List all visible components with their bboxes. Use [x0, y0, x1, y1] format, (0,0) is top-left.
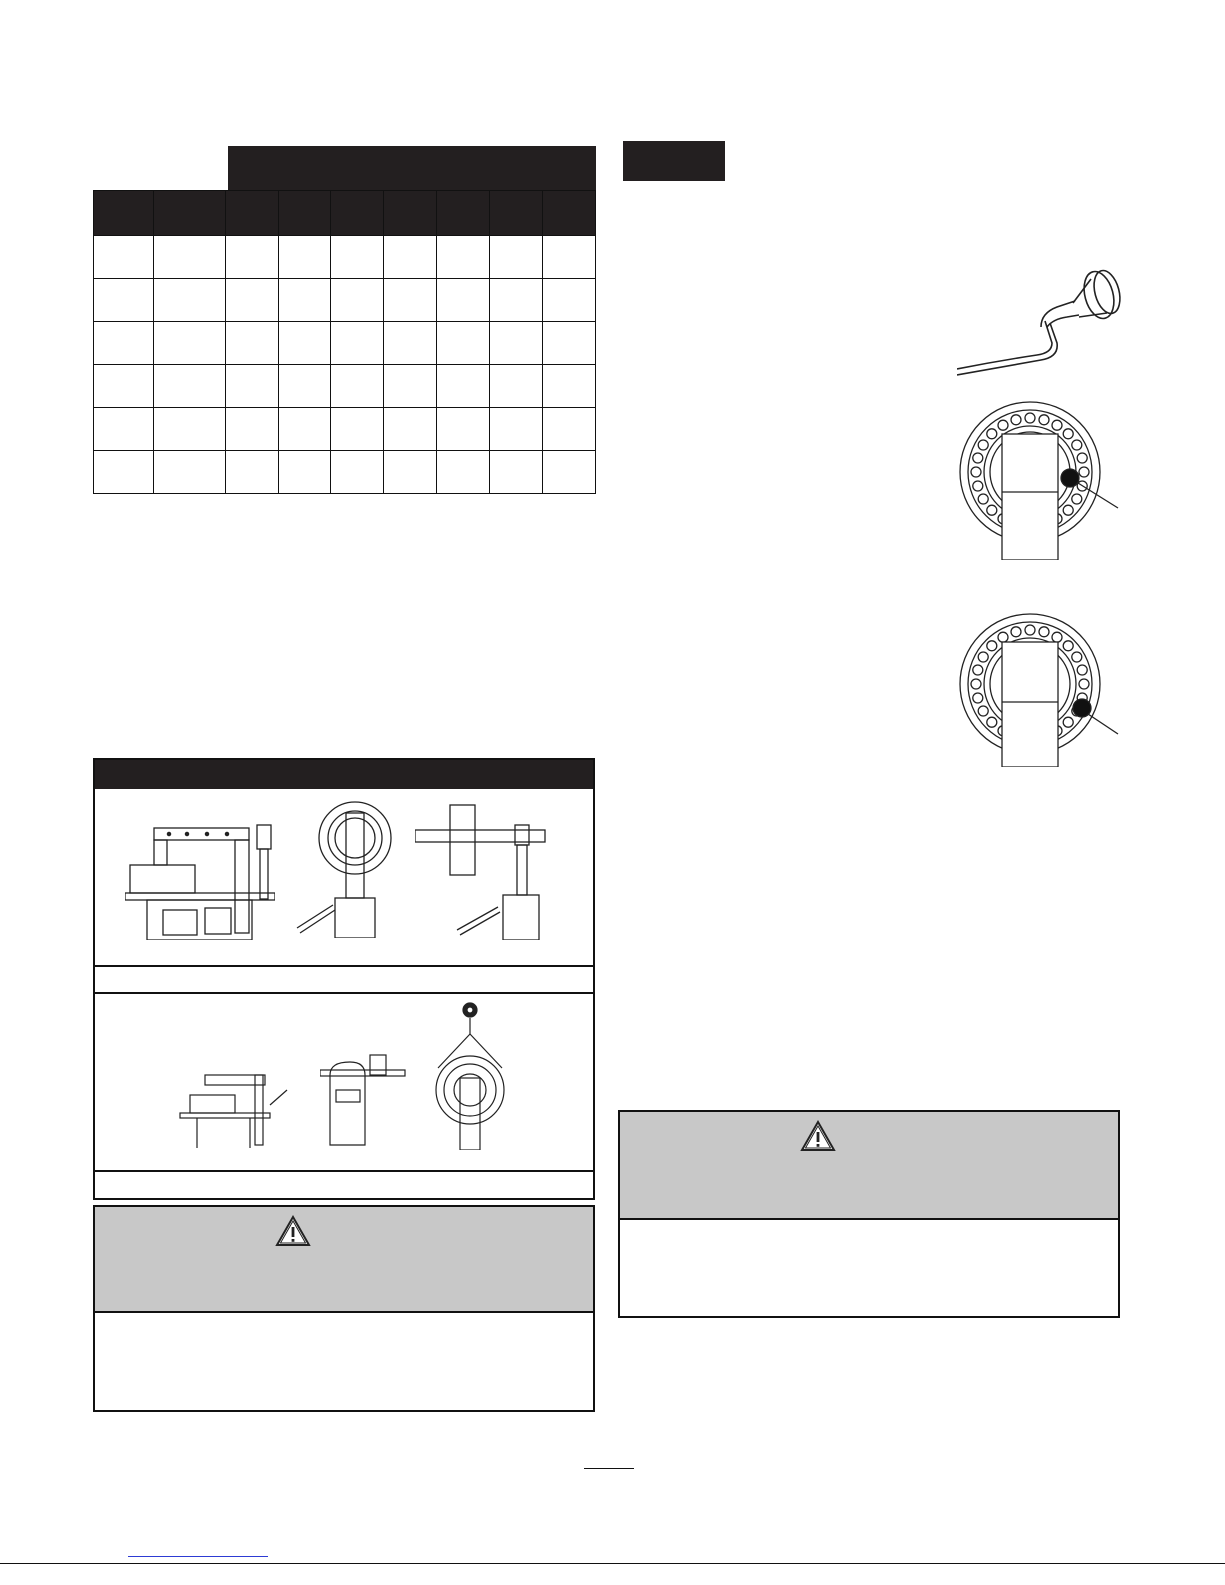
table-cell [278, 322, 330, 365]
table-cell [94, 322, 154, 365]
col-header [94, 191, 154, 236]
table-cell [331, 322, 384, 365]
table-cell [436, 365, 489, 408]
rolling-element [973, 453, 983, 463]
heater-front-illustration [320, 1050, 410, 1150]
table-cell [542, 236, 595, 279]
col-header [226, 191, 278, 236]
table-row [94, 322, 596, 365]
table-cell [384, 365, 436, 408]
footer-link[interactable] [128, 1556, 268, 1557]
table-cell [154, 365, 226, 408]
rolling-element [978, 706, 988, 716]
table-cell [226, 408, 278, 451]
table-cell [226, 236, 278, 279]
rolling-element [978, 440, 988, 450]
warning-triangle-icon [275, 1215, 311, 1247]
warning-triangle-icon [800, 1120, 836, 1152]
footer-rule [0, 1563, 1225, 1564]
yoke-with-workpiece-illustration [415, 800, 565, 940]
table-cell [154, 322, 226, 365]
spec-table [93, 190, 596, 494]
rolling-element [1072, 494, 1082, 504]
bearing-on-yoke-illustration [295, 798, 405, 938]
table-cell [226, 279, 278, 322]
table-cell [278, 408, 330, 451]
warning-box-left [93, 1205, 595, 1412]
table-cell [384, 408, 436, 451]
rolling-element [987, 641, 997, 651]
table-cell [331, 279, 384, 322]
table-row [94, 279, 596, 322]
table-cell [331, 236, 384, 279]
col-header [154, 191, 226, 236]
heater-compact-illustration [175, 1060, 295, 1150]
table-cell [154, 451, 226, 494]
bearing-ring-icon [958, 400, 1128, 560]
heater-side-view-illustration [125, 820, 275, 940]
rolling-element [1052, 420, 1062, 430]
table-row [94, 365, 596, 408]
col-header [278, 191, 330, 236]
figure-caption-top [95, 965, 593, 994]
table-cell [278, 236, 330, 279]
col-header [384, 191, 436, 236]
rolling-element [971, 467, 981, 477]
table-cell [384, 236, 436, 279]
table-cell [542, 408, 595, 451]
table-cell [154, 279, 226, 322]
table-cell [542, 279, 595, 322]
rolling-element [1077, 665, 1087, 675]
rolling-element [973, 693, 983, 703]
rolling-element [987, 717, 997, 727]
table-cell [542, 365, 595, 408]
table-cell [384, 322, 436, 365]
table-cell [226, 322, 278, 365]
bearing-lifting-illustration [430, 998, 510, 1150]
rolling-element [1079, 679, 1089, 689]
figure-panel [93, 758, 595, 1200]
table-cell [384, 279, 436, 322]
warning-box-right-body [620, 1220, 1118, 1316]
table-cell [436, 322, 489, 365]
table-row [94, 236, 596, 279]
table-cell [278, 365, 330, 408]
col-header [542, 191, 595, 236]
rolling-element [1039, 415, 1049, 425]
table-cell [278, 451, 330, 494]
rolling-element [1011, 627, 1021, 637]
table-cell [436, 408, 489, 451]
rolling-element [1079, 467, 1089, 477]
table-cell [490, 322, 542, 365]
table-cell [94, 279, 154, 322]
rolling-element [973, 665, 983, 675]
rolling-element [1063, 429, 1073, 439]
rolling-element [1063, 641, 1073, 651]
col-header [331, 191, 384, 236]
warning-box-right-header [620, 1112, 1118, 1220]
table-cell [94, 236, 154, 279]
rolling-element [1039, 627, 1049, 637]
table-cell [94, 365, 154, 408]
rolling-element [1025, 625, 1035, 635]
table-cell [490, 451, 542, 494]
rolling-element [971, 679, 981, 689]
rolling-element [1011, 415, 1021, 425]
rolling-element [998, 632, 1008, 642]
table-cell [331, 365, 384, 408]
warning-box-left-header [95, 1207, 593, 1313]
temperature-probe-icon [957, 265, 1125, 380]
table-cell [94, 451, 154, 494]
table-cell [278, 279, 330, 322]
rolling-element [1077, 453, 1087, 463]
table-row [94, 451, 596, 494]
warning-box-left-body [95, 1313, 593, 1410]
rolling-element [987, 505, 997, 515]
table-cell [490, 236, 542, 279]
table-cell [436, 279, 489, 322]
rolling-element [1063, 717, 1073, 727]
figure-panel-title-bar [95, 760, 593, 789]
table-cell [226, 365, 278, 408]
table-cell [331, 408, 384, 451]
page-number [584, 1455, 634, 1469]
table-header-row [94, 191, 596, 236]
rolling-element [978, 494, 988, 504]
bearing-ring-probe-edge-icon [958, 612, 1128, 767]
rolling-element [973, 481, 983, 491]
table-cell [226, 451, 278, 494]
table-cell [490, 279, 542, 322]
rolling-element [1072, 440, 1082, 450]
table-group-header [228, 146, 596, 190]
table-cell [331, 451, 384, 494]
col-header [490, 191, 542, 236]
rolling-element [1025, 413, 1035, 423]
rolling-element [998, 420, 1008, 430]
rolling-element [1072, 652, 1082, 662]
table-cell [542, 322, 595, 365]
rolling-element [1052, 632, 1062, 642]
rolling-element [978, 652, 988, 662]
table-cell [490, 365, 542, 408]
table-cell [490, 408, 542, 451]
table-cell [436, 451, 489, 494]
rolling-element [1063, 505, 1073, 515]
table-cell [94, 408, 154, 451]
warning-box-right [618, 1110, 1120, 1318]
figure-caption-bottom [95, 1170, 593, 1198]
table-cell [542, 451, 595, 494]
table-cell [384, 451, 436, 494]
table-cell [436, 236, 489, 279]
col-header [436, 191, 489, 236]
section-tab [623, 141, 725, 181]
table-cell [154, 408, 226, 451]
table-cell [154, 236, 226, 279]
table-row [94, 408, 596, 451]
rolling-element [987, 429, 997, 439]
